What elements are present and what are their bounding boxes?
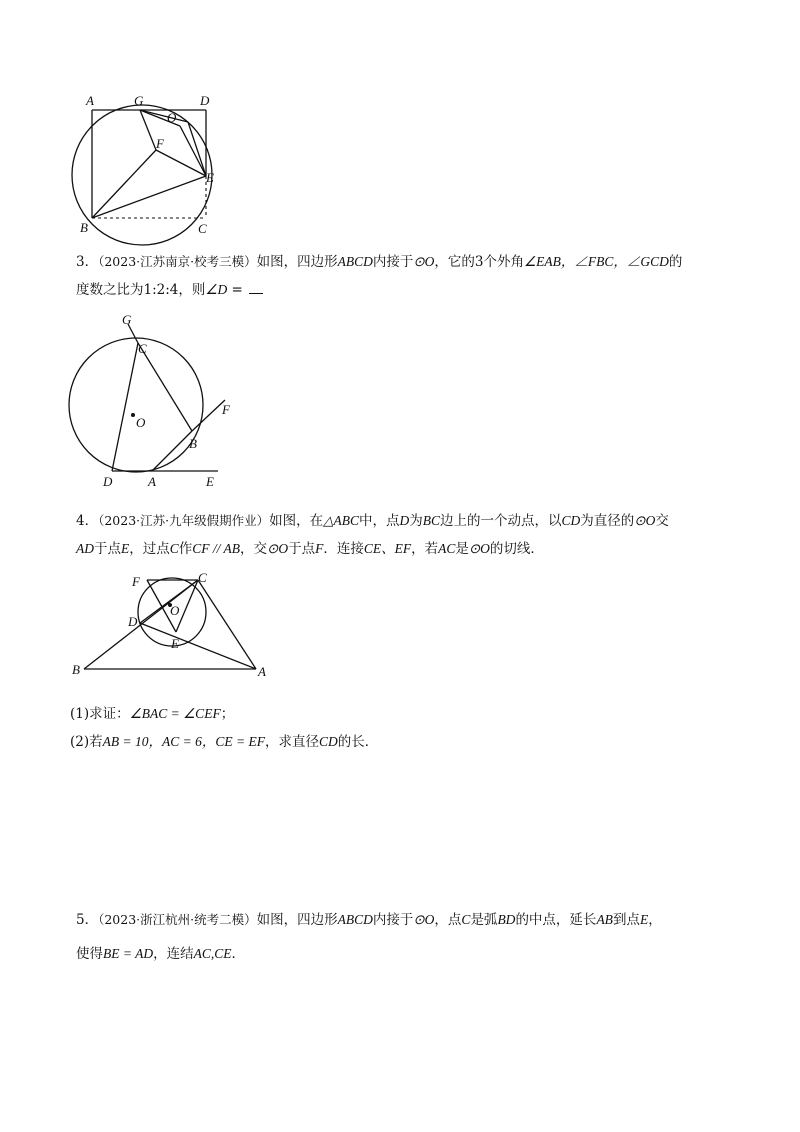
fig2-label-d: D [103, 474, 113, 489]
fig3-label-d: D [128, 614, 138, 629]
fig1-label-a: A [86, 93, 94, 108]
fig1-label-e: E [206, 170, 214, 185]
fig1-label-f: F [156, 136, 164, 151]
answer-blank[interactable] [249, 281, 263, 294]
question-3-line-1: 3．（2023·江苏南京·校考三模）如图，四边形ABCD内接于⊙O，它的3个外角∠EAB，∠FBC，∠GCD的 [76, 254, 683, 270]
fig2-label-o: O [136, 415, 146, 430]
fig1-label-g: G [134, 93, 144, 108]
fig1-label-b: B [80, 220, 88, 235]
figure-3-triangle-circle [70, 568, 280, 683]
question-5-line-2: 使得BE = AD，连结AC,CE． [76, 946, 245, 962]
fig2-label-b: B [189, 436, 197, 451]
fig2-label-f: F [222, 402, 230, 417]
fig2-label-a: A [148, 474, 156, 489]
fig1-circle [72, 105, 212, 245]
fig3-label-a: A [258, 664, 266, 679]
fig2-label-c: C [138, 341, 147, 356]
fig3-label-o: O [170, 603, 180, 618]
fig3-label-b: B [72, 662, 80, 677]
fig2-label-e: E [206, 474, 214, 489]
question-4-part-2: (2)若AB = 10，AC = 6，CE = EF，求直径CD的长． [70, 734, 379, 750]
fig2-circle [69, 338, 203, 472]
fig1-label-d: D [200, 93, 210, 108]
fig3-label-c: C [198, 570, 207, 585]
question-4-line-1: 4．（2023·江苏·九年级假期作业）如图，在△ABC中，点D为BC边上的一个动点，以CD为直径的⊙O交 [76, 513, 669, 529]
figure-1-square-circle [60, 90, 240, 245]
fig1-label-o: O [167, 110, 177, 125]
figure-2-inscribed-quad [60, 310, 250, 490]
question-5 [76, 906, 726, 968]
fig3-label-e: E [171, 636, 179, 651]
fig2-label-g: G [122, 312, 132, 327]
question-5-line-1: 5．（2023·浙江杭州·统考二模）如图，四边形ABCD内接于⊙O，点C是弧BD的中点，延长AB到点E， [76, 912, 662, 928]
question-4-part-1: (1)求证：∠BAC = ∠CEF； [70, 706, 235, 722]
question-4 [76, 507, 726, 563]
question-4-line-2: AD于点E，过点C作CF // AB，交⊙O于点F．连接CE、EF，若AC是⊙O的切线． [76, 541, 544, 557]
fig1-label-c: C [198, 221, 207, 236]
question-4-parts [70, 700, 720, 756]
fig3-label-f: F [132, 574, 140, 589]
question-3-line-2: 度数之比为1:2:4，则∠D = [76, 276, 726, 304]
question-3 [76, 248, 726, 304]
